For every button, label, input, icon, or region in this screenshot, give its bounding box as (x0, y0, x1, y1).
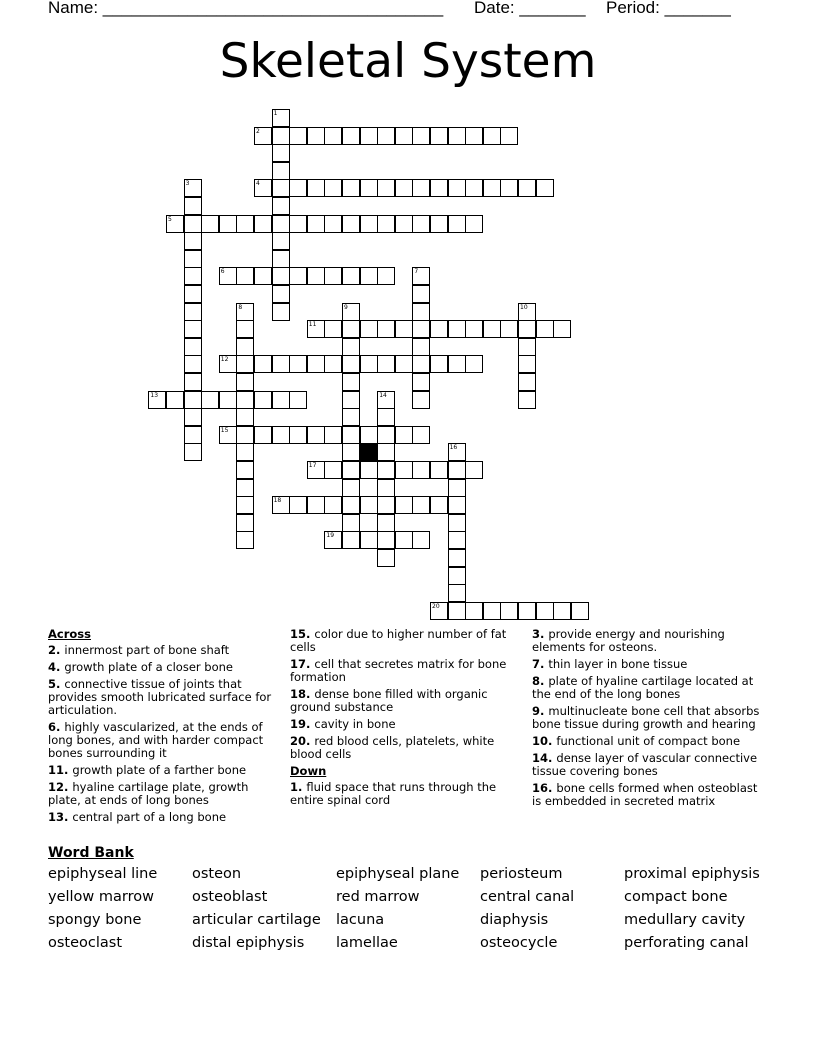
crossword-cell[interactable] (342, 391, 360, 409)
clue-number: 5 (168, 215, 172, 223)
clue-number: 14 (379, 391, 387, 399)
crossword-cell[interactable] (518, 303, 536, 321)
crossword-cell[interactable] (184, 355, 202, 373)
crossword-cell[interactable] (254, 355, 272, 373)
clue-number: 10 (520, 303, 528, 311)
crossword-cell[interactable] (254, 127, 272, 145)
crossword-cell[interactable] (500, 127, 518, 145)
crossword-cell[interactable] (448, 461, 466, 479)
clues-column-2 (290, 628, 518, 811)
crossword-cell[interactable] (272, 496, 290, 514)
crossword-cell[interactable] (483, 127, 501, 145)
crossword-cell[interactable] (272, 179, 290, 197)
crossword-cell[interactable] (448, 127, 466, 145)
crossword-cell[interactable] (342, 355, 360, 373)
crossword-cell[interactable] (272, 303, 290, 321)
crossword-cell[interactable] (377, 355, 395, 373)
crossword-cell[interactable] (377, 391, 395, 409)
across-heading: Across (48, 627, 91, 641)
crossword-cell[interactable] (536, 602, 554, 620)
crossword-cell[interactable] (236, 338, 254, 356)
crossword-cell[interactable] (236, 215, 254, 233)
crossword-cell[interactable] (412, 426, 430, 444)
crossword-cell[interactable] (518, 391, 536, 409)
crossword-cell[interactable] (518, 320, 536, 338)
crossword-cell[interactable] (236, 355, 254, 373)
crossword-cell[interactable] (465, 127, 483, 145)
clue: 4. growth plate of a closer bone (48, 660, 233, 674)
crossword-cell[interactable] (236, 408, 254, 426)
crossword-cell[interactable] (395, 127, 413, 145)
crossword-cell[interactable] (272, 127, 290, 145)
crossword-cell[interactable] (307, 461, 325, 479)
crossword-cell[interactable] (412, 179, 430, 197)
word-bank-item: osteoclast (48, 935, 123, 951)
word-bank-item: yellow marrow (48, 889, 154, 905)
crossword-cell[interactable] (342, 373, 360, 391)
crossword-cell[interactable] (412, 461, 430, 479)
crossword-cell[interactable] (360, 461, 378, 479)
crossword-cell[interactable] (324, 426, 342, 444)
word-bank-item: epiphyseal line (48, 866, 158, 882)
crossword-cell[interactable] (395, 179, 413, 197)
crossword-cell[interactable] (342, 514, 360, 532)
clue-number: 8 (238, 303, 243, 311)
crossword-cell[interactable] (342, 215, 360, 233)
crossword-cell[interactable] (500, 602, 518, 620)
crossword-cell[interactable] (395, 215, 413, 233)
crossword-cell[interactable] (465, 179, 483, 197)
word-bank (48, 866, 768, 956)
crossword-cell[interactable] (412, 303, 430, 321)
crossword-cell[interactable] (395, 461, 413, 479)
crossword-cell[interactable] (184, 267, 202, 285)
crossword-cell[interactable] (412, 531, 430, 549)
crossword-cell[interactable] (377, 549, 395, 567)
word-bank-item: lacuna (336, 912, 385, 928)
crossword-cell[interactable] (518, 179, 536, 197)
crossword-cell[interactable] (272, 391, 290, 409)
word-bank-item: central canal (480, 889, 575, 905)
crossword-cell[interactable] (184, 443, 202, 461)
clue-number: 12 (220, 356, 229, 364)
word-bank-item: distal epiphysis (192, 935, 305, 951)
crossword-cell[interactable] (430, 355, 448, 373)
crossword-cell[interactable] (430, 320, 448, 338)
word-bank-item: diaphysis (480, 912, 549, 928)
clue-number: 6 (220, 268, 225, 276)
clue: 13. central part of a long bone (48, 810, 227, 824)
crossword-cell[interactable] (500, 320, 518, 338)
down-heading: Down (290, 764, 327, 778)
clue-number: 9 (344, 303, 348, 311)
crossword-cell[interactable] (430, 215, 448, 233)
crossword-cell[interactable] (412, 127, 430, 145)
crossword-cell[interactable] (518, 355, 536, 373)
clue: 3. provide energy and nourishing elements for osteons. (532, 627, 725, 654)
crossword-cell[interactable] (536, 179, 554, 197)
crossword-cell[interactable] (412, 215, 430, 233)
crossword-cell[interactable] (219, 267, 237, 285)
crossword-cell[interactable] (448, 496, 466, 514)
clue: 2. innermost part of bone shaft (48, 643, 230, 657)
crossword-cell[interactable] (219, 426, 237, 444)
crossword-cell[interactable] (307, 127, 325, 145)
crossword-cell[interactable] (430, 602, 448, 620)
clue-number: 3 (185, 180, 190, 188)
clue: 16. bone cells formed when osteoblast is embedded in secreted matrix (532, 781, 758, 808)
crossword-cell[interactable] (536, 320, 554, 338)
crossword-cell[interactable] (236, 267, 254, 285)
period-field[interactable]: Period: _______ (606, 0, 731, 17)
crossword-cell[interactable] (430, 461, 448, 479)
crossword-cell[interactable] (412, 373, 430, 391)
clue: 9. multinucleate bone cell that absorbs bone tissue during growth and hearing (532, 704, 760, 731)
crossword-cell[interactable] (236, 373, 254, 391)
crossword-cell[interactable] (448, 584, 466, 602)
crossword-cell[interactable] (377, 479, 395, 497)
clues-column-1 (48, 628, 280, 828)
crossword-cell[interactable] (289, 496, 307, 514)
crossword-cell[interactable] (448, 479, 466, 497)
crossword-cell[interactable] (412, 391, 430, 409)
word-bank-item: epiphyseal plane (336, 866, 460, 882)
crossword-cell[interactable] (254, 426, 272, 444)
word-bank-item: compact bone (624, 889, 728, 905)
crossword-cell[interactable] (342, 479, 360, 497)
crossword-cell[interactable] (377, 461, 395, 479)
crossword-cell[interactable] (342, 338, 360, 356)
crossword-cell[interactable] (289, 179, 307, 197)
crossword-cell[interactable] (342, 443, 360, 461)
crossword-cell[interactable] (377, 127, 395, 145)
crossword-cell[interactable] (448, 514, 466, 532)
crossword-cell[interactable] (324, 267, 342, 285)
crossword-cell[interactable] (272, 232, 290, 250)
clue: 17. cell that secretes matrix for bone formation (290, 657, 507, 684)
crossword-cell[interactable] (395, 496, 413, 514)
crossword-cell[interactable] (518, 602, 536, 620)
crossword-cell[interactable] (448, 179, 466, 197)
crossword-cell[interactable] (342, 531, 360, 549)
crossword-cell[interactable] (307, 496, 325, 514)
crossword-cell[interactable] (360, 179, 378, 197)
crossword-cell[interactable] (184, 426, 202, 444)
crossword-cell[interactable] (412, 285, 430, 303)
crossword-cell[interactable] (289, 355, 307, 373)
black-cell (360, 443, 378, 461)
crossword-cell[interactable] (184, 338, 202, 356)
crossword-cell[interactable] (236, 303, 254, 321)
crossword-cell[interactable] (236, 531, 254, 549)
word-bank-item: periosteum (480, 866, 563, 882)
crossword-cell[interactable] (342, 426, 360, 444)
crossword-cell[interactable] (324, 215, 342, 233)
crossword-cell[interactable] (148, 391, 166, 409)
crossword-cell[interactable] (184, 303, 202, 321)
crossword-cell[interactable] (360, 127, 378, 145)
crossword-cell[interactable] (184, 232, 202, 250)
crossword-cell[interactable] (412, 496, 430, 514)
crossword-cell[interactable] (448, 355, 466, 373)
crossword-cell[interactable] (166, 215, 184, 233)
clue-number: 16 (449, 444, 458, 452)
crossword-cell[interactable] (430, 179, 448, 197)
crossword-cell[interactable] (342, 461, 360, 479)
crossword-cell[interactable] (236, 496, 254, 514)
crossword-cell[interactable] (465, 215, 483, 233)
crossword-cell[interactable] (465, 320, 483, 338)
crossword-cell[interactable] (360, 531, 378, 549)
crossword-cell[interactable] (307, 426, 325, 444)
crossword-cell[interactable] (324, 461, 342, 479)
crossword-cell[interactable] (236, 443, 254, 461)
word-bank-item: spongy bone (48, 912, 142, 928)
crossword-cell[interactable] (553, 602, 571, 620)
clue: 15. color due to higher number of fat cells (290, 627, 507, 654)
crossword-cell[interactable] (377, 514, 395, 532)
crossword-cell[interactable] (289, 215, 307, 233)
crossword-cell[interactable] (254, 391, 272, 409)
crossword-cell[interactable] (184, 320, 202, 338)
crossword-cell[interactable] (254, 179, 272, 197)
crossword-cell[interactable] (342, 320, 360, 338)
clue: 1. fluid space that runs through the entire spinal cord (290, 780, 497, 807)
crossword-cell[interactable] (324, 531, 342, 549)
crossword-cell[interactable] (448, 443, 466, 461)
crossword-cell[interactable] (254, 267, 272, 285)
date-field[interactable]: Date: _______ (474, 0, 586, 17)
crossword-cell[interactable] (360, 267, 378, 285)
clue: 12. hyaline cartilage plate, growth plate, at ends of long bones (48, 780, 249, 807)
clue-number: 15 (220, 426, 229, 434)
crossword-cell[interactable] (430, 127, 448, 145)
crossword-cell[interactable] (184, 285, 202, 303)
crossword-cell[interactable] (289, 426, 307, 444)
crossword-cell[interactable] (412, 320, 430, 338)
crossword-cell[interactable] (553, 320, 571, 338)
crossword-cell[interactable] (254, 215, 272, 233)
crossword-cell[interactable] (201, 215, 219, 233)
clue-number: 18 (273, 497, 282, 505)
word-bank-item: perforating canal (624, 935, 749, 951)
crossword-cell[interactable] (289, 391, 307, 409)
clue: 19. cavity in bone (290, 717, 396, 731)
crossword-cell[interactable] (395, 531, 413, 549)
crossword-cell[interactable] (465, 461, 483, 479)
crossword-cell[interactable] (289, 127, 307, 145)
crossword-cell[interactable] (324, 179, 342, 197)
crossword-cell[interactable] (184, 197, 202, 215)
clue-number: 13 (150, 391, 159, 399)
crossword-cell[interactable] (342, 496, 360, 514)
crossword-cell[interactable] (395, 355, 413, 373)
crossword-cell[interactable] (360, 215, 378, 233)
crossword-cell[interactable] (184, 391, 202, 409)
crossword-cell[interactable] (184, 250, 202, 268)
clue: 20. red blood cells, platelets, white blood cells (290, 734, 495, 761)
crossword-cell[interactable] (236, 479, 254, 497)
crossword-cell[interactable] (342, 267, 360, 285)
clue: 10. functional unit of compact bone (532, 734, 741, 748)
crossword-cell[interactable] (360, 355, 378, 373)
crossword-cell[interactable] (272, 355, 290, 373)
crossword-cell[interactable] (483, 602, 501, 620)
crossword-cell[interactable] (412, 267, 430, 285)
crossword-cell[interactable] (184, 179, 202, 197)
crossword-cell[interactable] (272, 109, 290, 127)
clue: 18. dense bone filled with organic ground substance (290, 687, 488, 714)
word-bank-item: osteocycle (480, 935, 558, 951)
crossword-cell[interactable] (412, 338, 430, 356)
crossword-cell[interactable] (448, 602, 466, 620)
crossword-cell[interactable] (342, 179, 360, 197)
crossword-cell[interactable] (395, 426, 413, 444)
crossword-cell[interactable] (307, 355, 325, 373)
crossword-cell[interactable] (377, 320, 395, 338)
crossword-cell[interactable] (483, 320, 501, 338)
clue-number: 4 (256, 180, 260, 188)
crossword-cell[interactable] (219, 391, 237, 409)
crossword-cell[interactable] (201, 391, 219, 409)
clue: 11. growth plate of a farther bone (48, 763, 247, 777)
clue-number: 11 (308, 321, 317, 329)
crossword-cell[interactable] (465, 355, 483, 373)
crossword-cell[interactable] (377, 443, 395, 461)
crossword-cell[interactable] (184, 373, 202, 391)
clue: 14. dense layer of vascular connective tissue covering bones (532, 751, 758, 778)
crossword-cell[interactable] (448, 215, 466, 233)
name-field[interactable]: Name: ____________________________________ (48, 0, 444, 17)
crossword-cell[interactable] (272, 267, 290, 285)
crossword-cell[interactable] (307, 267, 325, 285)
crossword-cell[interactable] (448, 320, 466, 338)
word-bank-item: proximal epiphysis (624, 866, 760, 882)
clue-number: 20 (432, 602, 440, 610)
crossword-cell[interactable] (236, 461, 254, 479)
crossword-cell[interactable] (184, 215, 202, 233)
clue-number: 1 (273, 110, 278, 117)
clue: 5. connective tissue of joints that provides smooth lubricated surface for articulation. (48, 677, 272, 717)
crossword-cell[interactable] (377, 179, 395, 197)
page-title: Skeletal System (219, 34, 597, 89)
crossword-cell[interactable] (430, 496, 448, 514)
crossword-cell[interactable] (360, 320, 378, 338)
crossword-cell[interactable] (236, 320, 254, 338)
clue: 7. thin layer in bone tissue (532, 657, 688, 671)
crossword-cell[interactable] (184, 408, 202, 426)
crossword-cell[interactable] (483, 179, 501, 197)
word-bank-item: red marrow (336, 889, 420, 905)
crossword-cell[interactable] (272, 250, 290, 268)
crossword-cell[interactable] (236, 391, 254, 409)
crossword-cell[interactable] (272, 426, 290, 444)
crossword-cell[interactable] (324, 320, 342, 338)
crossword-cell[interactable] (518, 338, 536, 356)
crossword-cell[interactable] (166, 391, 184, 409)
crossword-cell[interactable] (342, 303, 360, 321)
crossword-cell[interactable] (360, 496, 378, 514)
crossword-cell[interactable] (272, 285, 290, 303)
clue-number: 2 (256, 127, 260, 135)
crossword-cell[interactable] (272, 144, 290, 162)
word-bank-title: Word Bank (48, 845, 134, 861)
crossword-cell[interactable] (272, 215, 290, 233)
crossword-cell[interactable] (219, 355, 237, 373)
clue: 8. plate of hyaline cartilage located at the end of the long bones (532, 674, 754, 701)
clue: 6. highly vascularized, at the ends of long bones, and with harder compact bones surrounding it (48, 720, 264, 760)
crossword-cell[interactable] (272, 162, 290, 180)
crossword-cell[interactable] (377, 408, 395, 426)
crossword-cell[interactable] (412, 355, 430, 373)
crossword-cell[interactable] (571, 602, 589, 620)
crossword-cell[interactable] (377, 531, 395, 549)
crossword-cell[interactable] (307, 320, 325, 338)
word-bank-item: articular cartilage (192, 912, 321, 928)
crossword-cell[interactable] (448, 549, 466, 567)
crossword-cell[interactable] (465, 602, 483, 620)
crossword-cell[interactable] (342, 127, 360, 145)
crossword-cell[interactable] (377, 267, 395, 285)
crossword-cell[interactable] (448, 567, 466, 585)
crossword-cell[interactable] (307, 215, 325, 233)
crossword-cell[interactable] (518, 373, 536, 391)
crossword-cell[interactable] (289, 267, 307, 285)
crossword-cell[interactable] (272, 197, 290, 215)
crossword-cell[interactable] (448, 531, 466, 549)
word-bank-item: lamellae (336, 935, 398, 951)
crossword-cell[interactable] (324, 127, 342, 145)
word-bank-item: osteoblast (192, 889, 268, 905)
crossword-cell[interactable] (377, 215, 395, 233)
crossword-cell[interactable] (324, 355, 342, 373)
crossword-cell[interactable] (360, 426, 378, 444)
word-bank-item: osteon (192, 866, 242, 882)
crossword-cell[interactable] (342, 408, 360, 426)
clues-column-3 (532, 628, 766, 812)
crossword-cell[interactable] (236, 426, 254, 444)
clue-number: 7 (414, 268, 419, 276)
crossword-cell[interactable] (307, 179, 325, 197)
crossword-cell[interactable] (219, 215, 237, 233)
crossword-cell[interactable] (324, 496, 342, 514)
crossword-cell[interactable] (377, 426, 395, 444)
word-bank-item: medullary cavity (624, 912, 746, 928)
crossword-cell[interactable] (377, 496, 395, 514)
crossword-cell[interactable] (500, 179, 518, 197)
crossword-cell[interactable] (395, 320, 413, 338)
crossword-cell[interactable] (236, 514, 254, 532)
clue-number: 17 (308, 462, 317, 469)
clue-number: 19 (326, 532, 335, 540)
